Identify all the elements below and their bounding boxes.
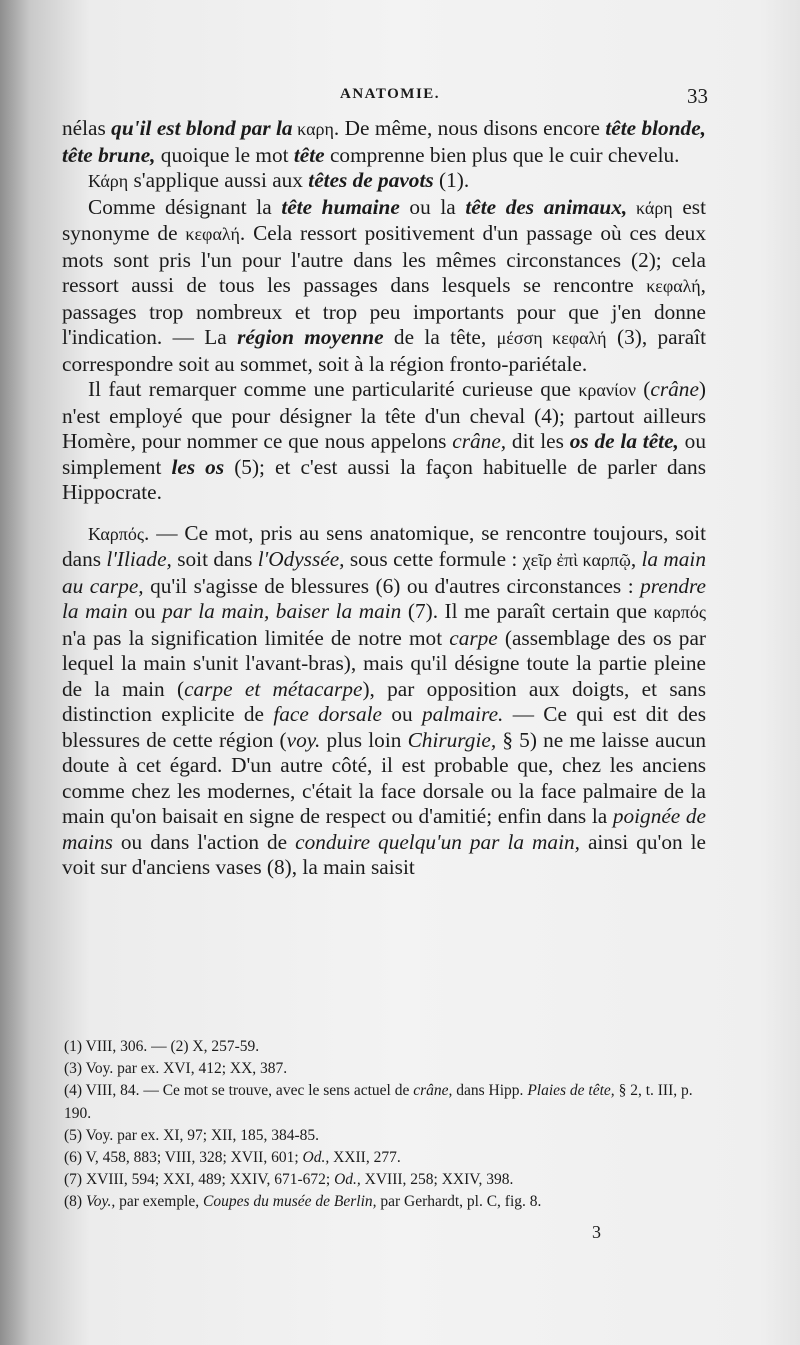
greek-term: κρανίον — [578, 380, 636, 400]
text-run: ou dans l'action de — [112, 829, 296, 854]
text-run: ), par opposition aux doigts, et sans distinction explicite de — [62, 676, 706, 726]
text-run: (6) V, 458, 883; VIII, 328; XVII, 601; — [64, 1149, 303, 1167]
greek-term: κεφαλή — [185, 224, 240, 244]
text-run: plus loin — [320, 727, 408, 752]
emphasis: tête des animaux, — [465, 194, 628, 219]
emphasis: Od., — [302, 1149, 330, 1167]
text-run: par exemple, — [115, 1193, 204, 1211]
paragraph-1 — [62, 116, 706, 168]
text-run: . De même, nous disons encore — [333, 116, 606, 140]
text-run: est synonyme de — [62, 194, 707, 245]
page-number: 33 — [687, 84, 708, 108]
emphasis: prendre la main — [62, 573, 706, 623]
text-run: de la tête, — [383, 325, 497, 349]
text-run: ( — [635, 377, 651, 401]
text-run: comprenne bien plus que le cuir chevelu. — [324, 142, 680, 167]
greek-term: κάρη — [627, 197, 673, 218]
emphasis: tête humaine — [281, 194, 400, 219]
text-run: (3), paraît correspondre soit au sommet, soit à la région fronto-pariétale. — [62, 325, 706, 376]
text-run: (3) Voy. par ex. XVI, 412; XX, 387. — [64, 1060, 288, 1078]
footnotes — [64, 1036, 710, 1214]
text-run: ainsi qu'on le voit sur d'anciens vases (8), la main saisit — [62, 829, 706, 879]
greek-term: μέσση κεφαλή — [496, 328, 607, 348]
emphasis: carpe et métacarpe — [184, 676, 363, 701]
emphasis: os de la tête, — [569, 429, 679, 453]
emphasis: crâne, — [413, 1082, 453, 1100]
footnote-5 — [64, 1125, 710, 1147]
text-run: § 5) ne me laisse aucun doute à cet égard. D'un autre côté, il est probable que, chez les anciens comme chez les modernes, c'était la face dorsale ou la face palmaire de la main qu'on baisait en signe de respect ou d'amitié; enfin dans la — [62, 727, 706, 828]
text-run: ou simplement — [62, 429, 706, 479]
text-run: XXII, 277. — [329, 1149, 401, 1167]
text-run: (assemblage des os par lequel la main s'unit l'avant-bras), mais qu'il désigne toute la partie pleine de la main ( — [62, 625, 706, 701]
paragraph-5 — [62, 521, 706, 881]
emphasis: Voy., — [85, 1193, 116, 1211]
greek-term: Καρπός — [88, 523, 144, 544]
footnote-1-2 — [64, 1036, 710, 1058]
emphasis: carpe — [449, 625, 498, 650]
footnote-4 — [64, 1080, 710, 1124]
emphasis: qu'il est blond par la — [111, 116, 293, 140]
text-run: dans Hipp. — [452, 1082, 528, 1100]
paragraph-3 — [62, 195, 706, 378]
paragraph-2 — [62, 168, 706, 195]
emphasis: crâne — [650, 377, 699, 401]
emphasis: poignée de mains — [62, 804, 707, 854]
text-run: ou — [127, 599, 163, 623]
emphasis: l'Iliade, — [106, 547, 172, 571]
text-run: soit dans — [171, 547, 258, 571]
footnote-3 — [64, 1058, 710, 1080]
text-run: — Ce qui est dit des blessures de cette région ( — [62, 702, 706, 752]
emphasis: conduire quelqu'un par la main, — [295, 829, 580, 854]
text-run: (7). Il me paraît certain que — [401, 599, 654, 623]
body-text — [62, 116, 706, 881]
text-run: (5); et c'est aussi la façon habituelle de parler dans Hippocrate. — [62, 454, 706, 504]
paragraph-4 — [62, 377, 706, 506]
text-run: quoique le mot — [155, 142, 294, 167]
signature-mark: 3 — [592, 1222, 601, 1242]
text-run: (5) Voy. par ex. XI, 97; XII, 185, 384-85. — [64, 1126, 319, 1144]
text-run: § 2, t. III, p. 190. — [64, 1082, 693, 1122]
emphasis: par la main, baiser la main — [162, 599, 402, 623]
emphasis: la main au carpe, — [62, 547, 706, 598]
emphasis: tête — [293, 142, 325, 167]
text-run: qu'il s'agisse de blessures (6) ou d'autres circonstances : — [143, 573, 641, 598]
greek-term: χεῖρ ἐπὶ καρπῷ — [522, 550, 631, 570]
text-run: Comme désignant la — [88, 194, 282, 219]
text-run: . Cela ressort positivement d'un passage où ces deux mots sont pris l'un pour l'autre dans les mêmes circonstances (2); cela ressort aussi de tous les passages dans lesquels se rencontre — [62, 221, 706, 297]
text-run: Il faut remarquer comme une particularité curieuse que — [88, 377, 579, 401]
text-run: dit les — [506, 429, 570, 453]
emphasis: voy. — [286, 727, 321, 752]
emphasis: Od., — [334, 1171, 361, 1189]
emphasis: l'Odyssée, — [257, 547, 345, 571]
greek-term: κεφαλή — [646, 276, 701, 296]
emphasis: région moyenne — [237, 325, 384, 349]
page-header — [60, 84, 708, 110]
text-run: (4) VIII, 84. — Ce mot se trouve, avec le sens actuel de — [64, 1082, 414, 1100]
emphasis: palmaire. — [421, 702, 504, 726]
text-run: nélas — [62, 116, 112, 140]
greek-term: καρη — [292, 119, 334, 139]
text-run: ou — [382, 702, 422, 726]
footnote-7 — [64, 1169, 710, 1191]
text-run: (8) — [64, 1193, 86, 1211]
greek-term: καρπός — [653, 602, 707, 622]
text-run: ou la — [399, 194, 466, 219]
text-run: . — Ce mot, pris au sens anatomique, se rencontre toujours, soit dans — [62, 520, 706, 571]
emphasis: crâne, — [452, 429, 507, 453]
emphasis: les os — [171, 454, 225, 479]
text-run: s'applique aussi aux — [128, 168, 309, 192]
emphasis: face dorsale — [273, 702, 382, 726]
emphasis: Plaies de tête, — [527, 1082, 615, 1100]
text-run: , passages trop nombreux et trop peu importants pour que j'en donne l'indication. — La — [62, 273, 706, 349]
emphasis: tête blonde, tête brune, — [62, 116, 706, 167]
emphasis: Coupes du musée de Berlin, — [203, 1193, 377, 1211]
running-title: ANATOMIE. — [340, 86, 441, 102]
text-run: , — [630, 547, 642, 571]
text-run: (1). — [433, 168, 470, 192]
footnote-6 — [64, 1147, 710, 1169]
emphasis: têtes de pavots — [308, 168, 434, 192]
text-run: n'a pas la signification limitée de notre mot — [62, 625, 450, 650]
text-run: XVIII, 258; XXIV, 398. — [360, 1171, 514, 1189]
text-run: ) n'est employé que pour désigner la tête d'un cheval (4); partout ailleurs Homère, pour nommer ce que nous appelons — [62, 377, 706, 453]
footnote-8 — [64, 1191, 710, 1213]
text-run: sous cette formule : — [344, 547, 523, 571]
text-run: par Gerhardt, pl. C, fig. 8. — [376, 1193, 542, 1211]
text-run: (1) VIII, 306. — (2) X, 257-59. — [64, 1038, 260, 1055]
text-run: (7) XVIII, 594; XXI, 489; XXIV, 671-672; — [64, 1171, 335, 1189]
emphasis: Chirurgie, — [407, 727, 497, 752]
greek-term: Κάρη — [88, 171, 129, 191]
